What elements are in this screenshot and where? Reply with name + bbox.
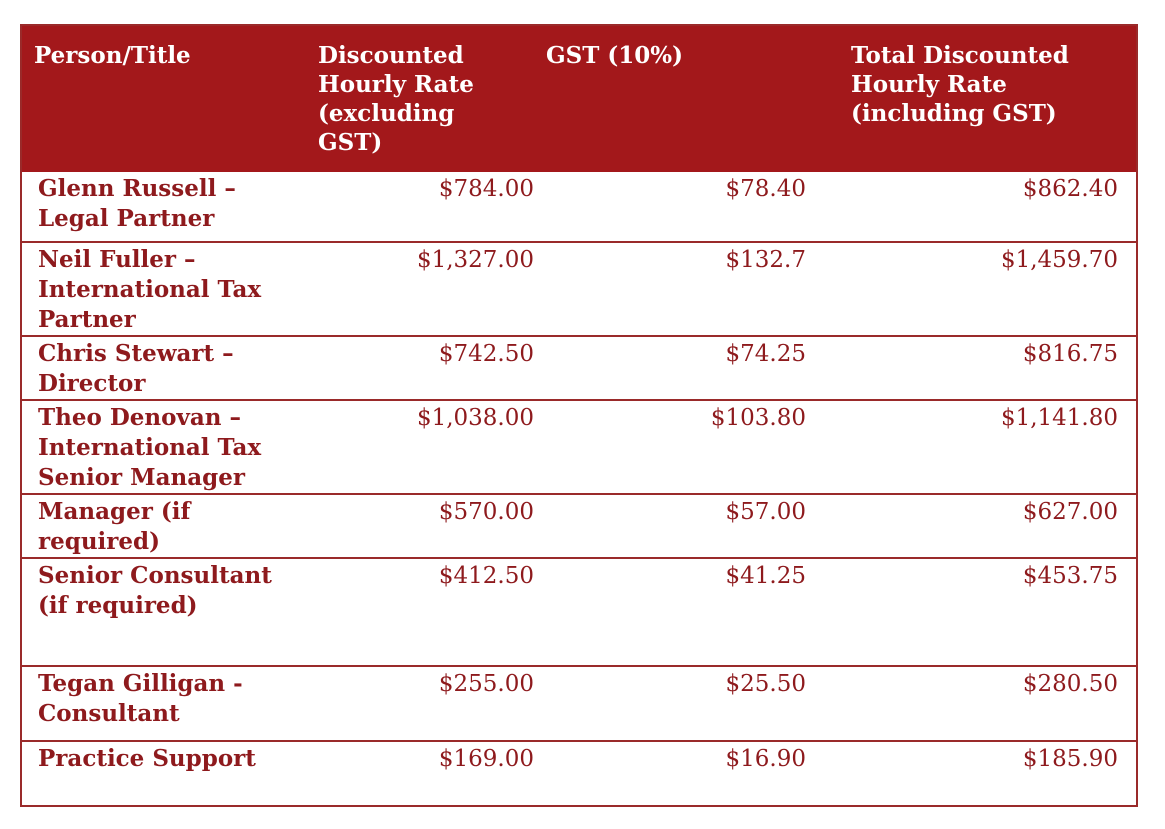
total-cell: $627.00: [1022, 499, 1118, 525]
person-title-cell: Practice Support: [38, 745, 256, 772]
person-title-cell: Senior Consultant (if required): [38, 562, 272, 619]
total-cell: $185.90: [1022, 746, 1118, 772]
table-row: [22, 336, 1136, 400]
person-title-cell: Manager (if required): [38, 498, 191, 555]
total-cell: $862.40: [1022, 176, 1118, 202]
table-row: [22, 242, 1136, 336]
header-person-title: Person/Title: [34, 42, 191, 69]
table-row: [22, 558, 1136, 666]
table-row: [22, 494, 1136, 558]
header-total-rate: Total Discounted Hourly Rate (including GST): [851, 42, 1069, 127]
gst-cell: $132.7: [725, 247, 806, 273]
hourly-rates-table: [22, 26, 1136, 813]
rate-cell: $742.50: [438, 341, 534, 367]
gst-cell: $78.40: [725, 176, 806, 202]
rate-cell: $412.50: [438, 563, 534, 589]
person-title-cell: Glenn Russell – Legal Partner: [38, 175, 236, 232]
rates-table-frame: [20, 24, 1138, 807]
gst-cell: $41.25: [725, 563, 806, 589]
total-cell: $280.50: [1022, 671, 1118, 697]
header-gst: GST (10%): [546, 42, 684, 69]
total-cell: $816.75: [1022, 341, 1118, 367]
gst-cell: $16.90: [725, 746, 806, 772]
table-header-row: [22, 26, 1136, 172]
total-cell: $1,459.70: [1000, 247, 1118, 273]
header-discounted-rate: Discounted Hourly Rate (excluding GST): [318, 42, 474, 156]
table-row: [22, 400, 1136, 494]
table-row: [22, 172, 1136, 242]
gst-cell: $57.00: [725, 499, 806, 525]
rate-cell: $1,327.00: [416, 247, 534, 273]
total-cell: $453.75: [1022, 563, 1118, 589]
total-cell: $1,141.80: [1000, 405, 1118, 431]
rate-cell: $570.00: [438, 499, 534, 525]
table-row: [22, 741, 1136, 813]
gst-cell: $25.50: [725, 671, 806, 697]
gst-cell: $103.80: [710, 405, 806, 431]
person-title-cell: Chris Stewart – Director: [38, 340, 234, 397]
rate-cell: $169.00: [438, 746, 534, 772]
rate-cell: $1,038.00: [416, 405, 534, 431]
gst-cell: $74.25: [725, 341, 806, 367]
person-title-cell: Tegan Gilligan - Consultant: [38, 670, 243, 727]
rate-cell: $784.00: [438, 176, 534, 202]
rate-cell: $255.00: [438, 671, 534, 697]
table-row: [22, 666, 1136, 741]
person-title-cell: Theo Denovan – International Tax Senior Manager: [38, 404, 262, 491]
person-title-cell: Neil Fuller – International Tax Partner: [38, 246, 262, 333]
